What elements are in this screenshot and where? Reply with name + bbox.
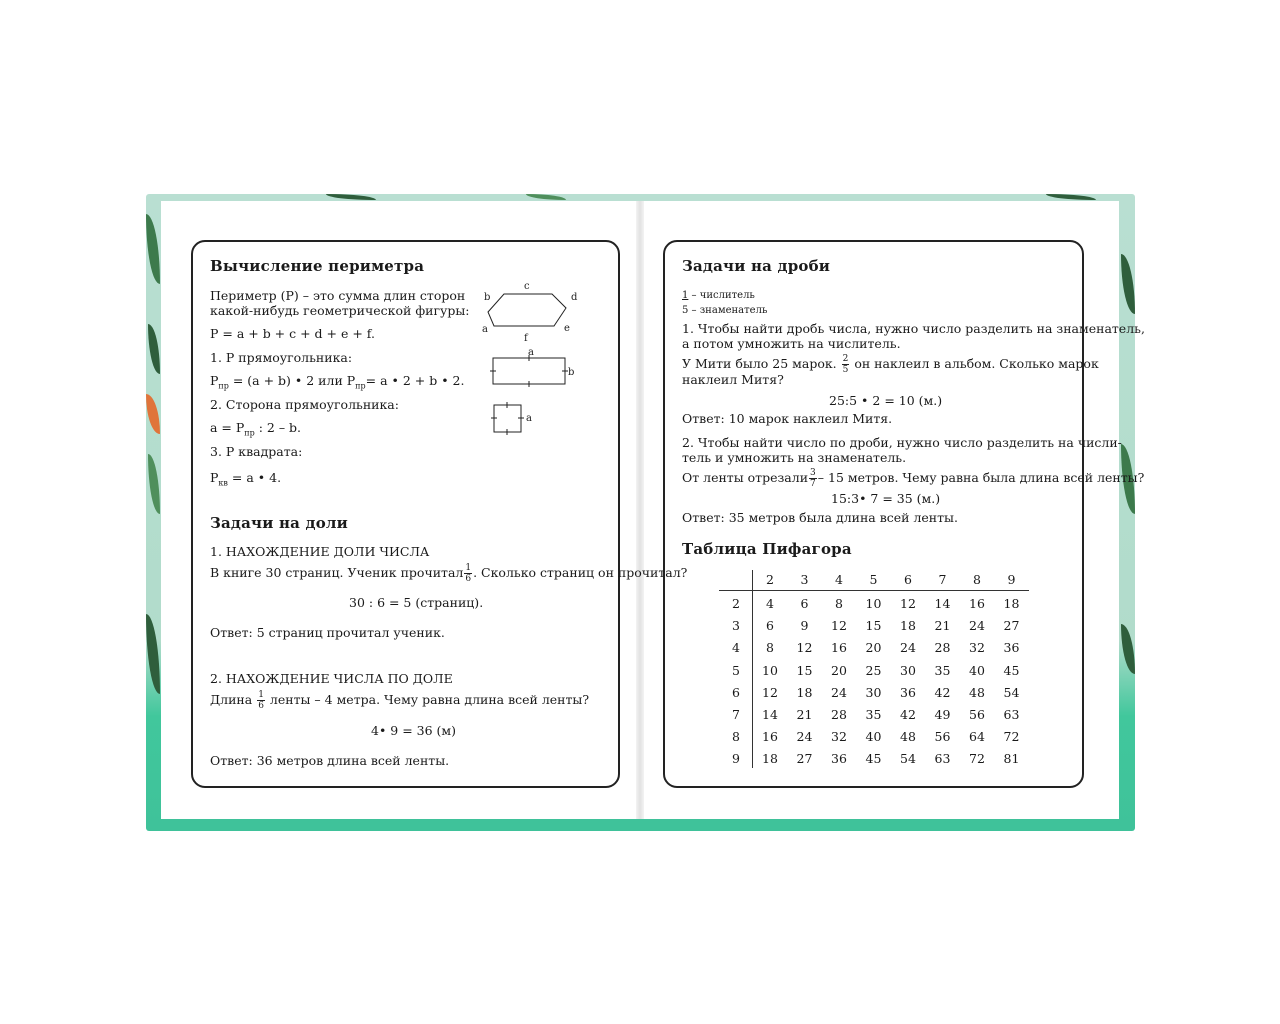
table-cell: 20 [831,662,847,678]
shares-problem1-calc: 30 : 6 = 5 (страниц). [349,595,484,610]
table-cell: 12 [796,640,813,656]
table-cell: 18 [1003,596,1020,611]
leaf-decoration [148,454,160,514]
table-cell: 45 [1003,662,1020,678]
table-cell: 81 [1003,751,1020,767]
fractions-task1-line1: У Мити было 25 марок. $\frac{2}{5}$ он наклеил в альбом. Сколько марок [682,354,1099,375]
table-header-cell: 7 [938,572,947,587]
table-cell: 15 [796,662,813,678]
shares-problem1-answer: Ответ: 5 страниц прочитал ученик. [210,625,445,640]
table-row-label: 9 [732,751,740,767]
table-header-cell: 3 [800,572,809,587]
table-cell: 8 [766,640,774,656]
table-cell: 10 [865,596,882,611]
table-cell: 40 [969,662,985,678]
table-cell: 54 [1003,684,1020,700]
table-cell: 64 [969,729,985,745]
table-cell: 45 [865,751,882,767]
leaf-decoration [1121,254,1135,314]
table-row-label: 7 [732,707,740,722]
table-cell: 56 [969,707,985,722]
table-cell: 16 [969,596,985,611]
fractions-task2-calc: 15:3• 7 = 35 (м.) [831,491,941,506]
rectangle-side-formula: $a = P_{пр}$ : 2 – b. [210,420,302,438]
table-cell: 18 [796,684,813,700]
table-cell: 16 [762,729,778,745]
table-cell: 24 [900,640,916,656]
fractions-rule1-line1: 1. Чтобы найти дробь числа, нужно число разделить на знаменатель, [682,321,1145,336]
table-cell: 12 [900,596,916,611]
book-gutter [636,201,644,819]
fractions-task2-answer: Ответ: 35 метров была длина всей ленты. [682,510,958,525]
table-cell: 40 [865,729,882,745]
rectangle-perimeter-formula: $P_{пр} = (a + b)$ • 2 или $P_{пр}= a$ • 2 + b • 2. [210,373,465,391]
table-cell: 72 [1003,729,1020,745]
table-cell: 42 [934,684,951,700]
hexagon-label-b: b [484,292,491,303]
perimeter-item3: 3. P квадрата: [210,444,303,459]
leaf-decoration [146,614,160,694]
rectangle-figure [490,346,580,390]
table-cell: 18 [900,618,916,634]
table-cell: 35 [934,662,951,678]
table-cell: 54 [900,751,916,767]
table-cell: 15 [865,618,882,634]
table-cell: 72 [969,751,985,767]
table-cell: 6 [800,596,809,611]
table-cell: 48 [900,729,916,745]
table-cell: 27 [1003,618,1020,634]
table-cell: 6 [766,618,774,634]
fractions-task2-text: От ленты отрезали $\frac{3}{7}$ – 15 метров. Чему равна была длина всей ленты? [682,468,1145,489]
shares-problem2-text: Длина $\frac{1}{6}$ ленты – 4 метра. Чему равна длина всей ленты? [210,690,590,711]
shares-title: Задачи на доли [210,514,349,532]
table-vertical-rule [752,570,753,768]
shares-problem1-text: В книге 30 страниц. Ученик прочитал $\frac{1}{6}$ . Сколько страниц он прочитал? [210,563,688,584]
fractions-task1-calc: 25:5 • 2 = 10 (м.) [829,393,943,408]
shares-problem2-calc: 4• 9 = 36 (м) [371,723,457,738]
square-perimeter-formula: $P_{кв} = a$ • 4. [210,470,282,488]
table-cell: 30 [865,684,882,700]
table-cell: 4 [766,596,774,611]
pythagoras-table [719,570,1029,768]
pythagoras-title: Таблица Пифагора [682,540,852,558]
perimeter-definition-line2: какой-нибудь геометрической фигуры: [210,303,470,318]
table-row-label: 3 [732,618,740,634]
hexagon-figure [480,280,580,344]
perimeter-title: Вычисление периметра [210,257,425,275]
leaf-decoration [148,324,160,374]
perimeter-definition-line1: Периметр (P) – это сумма длин сторон [210,288,466,303]
table-cell: 21 [796,707,813,722]
perimeter-formula: P = a + b + c + d + e + f. [210,326,375,341]
table-cell: 14 [762,707,778,722]
table-cell: 25 [865,662,882,678]
table-cell: 9 [800,618,809,634]
table-cell: 56 [934,729,951,745]
fractions-rule2-line2: тель и умножить на знаменатель. [682,450,907,465]
table-row-label: 8 [732,729,740,745]
leaf-decoration [526,194,566,200]
table-header-cell: 6 [904,572,912,587]
leaf-decoration [1121,624,1135,674]
perimeter-item1: 1. P прямоугольника: [210,350,353,365]
hexagon-label-f: f [524,333,528,344]
table-cell: 10 [762,662,778,678]
table-cell: 63 [934,751,951,767]
table-cell: 28 [934,640,951,656]
table-cell: 20 [865,640,882,656]
hexagon-label-a: a [482,324,488,335]
table-cell: 16 [831,640,847,656]
hexagon-label-d: d [571,292,578,303]
table-cell: 30 [900,662,916,678]
square-label-a: a [526,413,532,424]
table-cell: 35 [865,707,882,722]
table-cell: 24 [796,729,813,745]
table-cell: 8 [835,596,843,611]
square-figure [490,402,540,436]
table-cell: 36 [831,751,847,767]
table-cell: 24 [831,684,847,700]
denominator-legend: 5 – знаменатель [682,305,768,316]
table-cell: 42 [900,707,916,722]
fractions-task1-line2: наклеил Митя? [682,372,784,387]
table-cell: 21 [934,618,951,634]
fractions-task1-answer: Ответ: 10 марок наклеил Митя. [682,411,893,426]
table-cell: 32 [831,729,847,745]
table-cell: 28 [831,707,847,722]
table-header-cell: 8 [973,572,981,587]
table-cell: 48 [969,684,985,700]
table-cell: 12 [831,618,847,634]
leaf-decoration [326,194,376,200]
hexagon-label-e: e [564,323,570,334]
fractions-rule2-line1: 2. Чтобы найти число по дроби, нужно число разделить на числи- [682,435,1122,450]
leaf-decoration [146,394,160,434]
table-cell: 12 [762,684,778,700]
table-cell: 32 [969,640,985,656]
hexagon-label-c: c [524,281,530,292]
table-row-label: 5 [732,662,740,678]
shares-problem2-title: 2. НАХОЖДЕНИЕ ЧИСЛА ПО ДОЛЕ [210,671,453,686]
table-cell: 14 [934,596,951,611]
table-row-label: 6 [732,684,740,700]
table-cell: 49 [934,707,951,722]
fractions-title: Задачи на дроби [682,257,831,275]
leaf-decoration [146,214,160,284]
table-header-cell: 5 [869,572,878,587]
fractions-rule1-line2: а потом умножить на числитель. [682,336,901,351]
table-header-cell: 9 [1007,572,1016,587]
table-cell: 27 [796,751,813,767]
rectangle-label-b: b [568,367,575,378]
table-cell: 36 [900,684,916,700]
table-header-cell: 4 [835,572,843,587]
table-cell: 36 [1003,640,1020,656]
rectangle-label-a: a [528,347,534,358]
table-cell: 24 [969,618,985,634]
leaf-decoration [1046,194,1096,200]
table-row-label: 4 [732,640,740,656]
numerator-legend: 1 – числитель [682,290,755,301]
shares-problem2-answer: Ответ: 36 метров длина всей ленты. [210,753,450,768]
table-header-cell: 2 [766,572,774,587]
table-cell: 18 [762,751,778,767]
table-cell: 63 [1003,707,1020,722]
table-row-label: 2 [732,596,740,611]
perimeter-item2: 2. Сторона прямоугольника: [210,397,399,412]
shares-problem1-title: 1. НАХОЖДЕНИЕ ДОЛИ ЧИСЛА [210,544,430,559]
table-horizontal-rule [719,590,1029,591]
